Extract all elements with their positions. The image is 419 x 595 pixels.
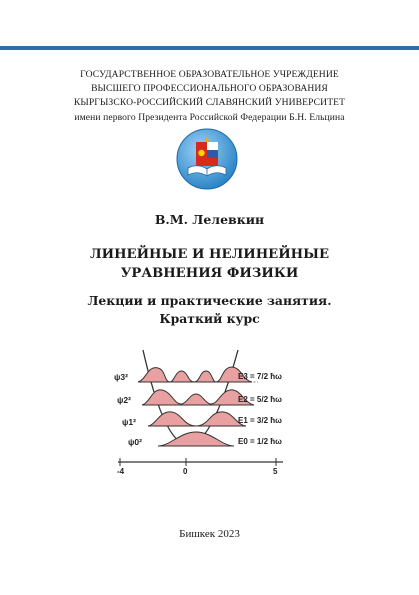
energy-label: E1 = 3/2 ħω: [238, 416, 282, 425]
institution-line: ВЫСШЕГО ПРОФЕССИОНАЛЬНОГО ОБРАЗОВАНИЯ: [91, 83, 328, 95]
psi-label: ψ2²: [117, 395, 131, 405]
tick-label: 0: [183, 467, 188, 475]
tick-label: 5: [273, 467, 278, 475]
institution-line: имени первого Президента Российской Федерации Б.Н. Ельцина: [74, 111, 345, 123]
subtitle-line: Краткий курс: [159, 311, 260, 326]
psi-label: ψ3²: [114, 372, 128, 382]
institution-line: ГОСУДАРСТВЕННОЕ ОБРАЗОВАТЕЛЬНОЕ УЧРЕЖДЕНИЕ: [80, 69, 339, 80]
title-line: УРАВНЕНИЯ ФИЗИКИ: [120, 266, 299, 281]
header-rule: [0, 46, 419, 50]
psi-label: ψ0²: [128, 437, 142, 447]
institution-block: [0, 68, 419, 125]
city-year: Бишкек 2023: [179, 528, 240, 540]
energy-label: E3 = 7/2 ħω: [238, 372, 282, 381]
psi-label: ψ1²: [122, 417, 136, 427]
psi1-density: [148, 412, 246, 426]
psi3-density: [138, 367, 252, 382]
institution-line: КЫРГЫЗСКО-РОССИЙСКИЙ СЛАВЯНСКИЙ УНИВЕРСИТЕТ: [73, 97, 346, 109]
tick-label: -4: [117, 467, 125, 475]
university-emblem-icon: [176, 128, 238, 190]
title-line: ЛИНЕЙНЫЕ И НЕЛИНЕЙНЫЕ: [89, 247, 330, 262]
author-name: В.М. Лелевкин: [154, 212, 265, 227]
energy-label: E0 = 1/2 ħω: [238, 437, 282, 446]
psi0-density: [158, 432, 234, 446]
book-title: [0, 245, 419, 283]
book-subtitle: [0, 292, 419, 328]
harmonic-oscillator-figure: [108, 340, 298, 475]
energy-label: E2 = 5/2 ħω: [238, 395, 282, 404]
subtitle-line: Лекции и практические занятия.: [87, 293, 332, 308]
